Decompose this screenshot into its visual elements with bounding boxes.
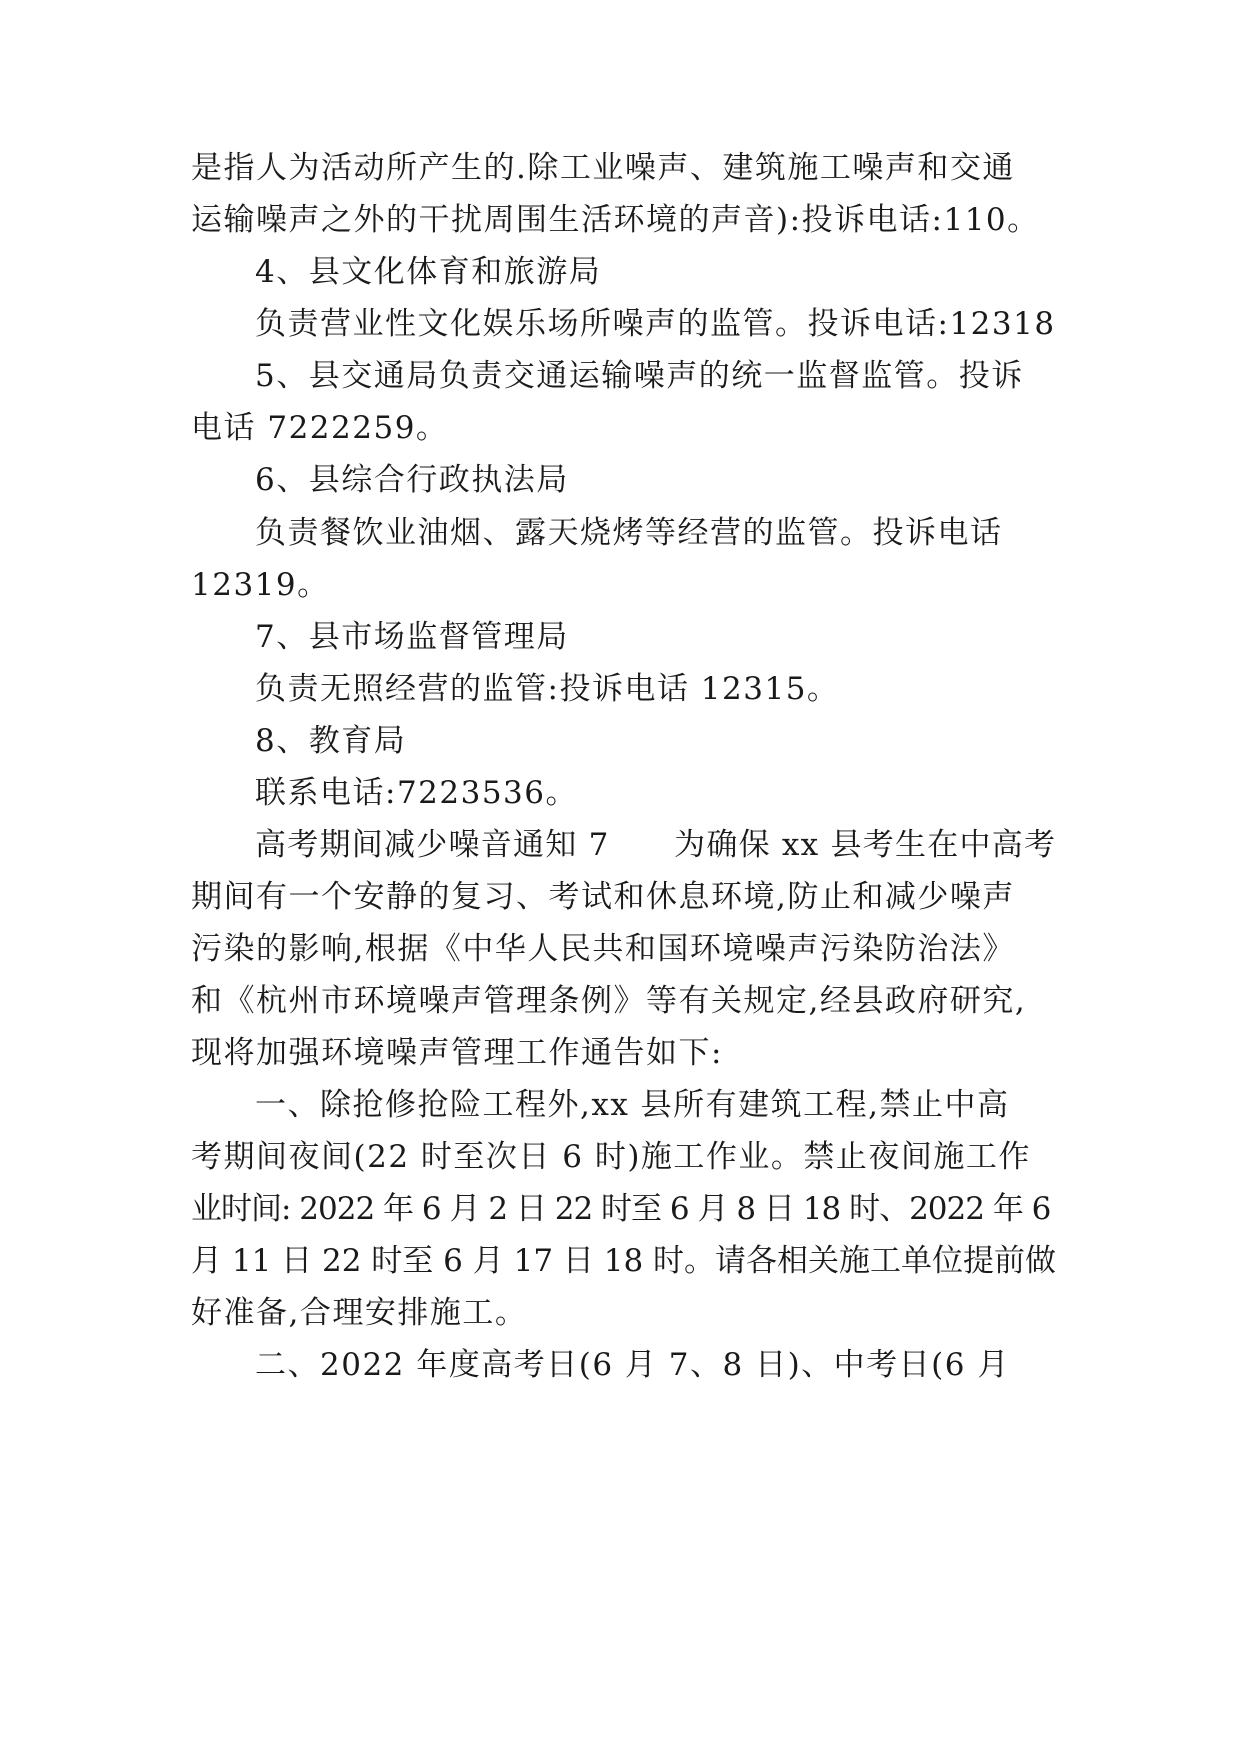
text-line: 现将加强环境噪声管理工作通告如下:	[191, 1035, 723, 1071]
text-line: 5、县交通局负责交通运输噪声的统一监督监管。投诉	[255, 358, 1024, 394]
text-line: 8、教育局	[255, 723, 407, 759]
text-line: 负责营业性文化娱乐场所噪声的监管。投诉电话:12318	[255, 306, 1056, 342]
text-line: 一、除抢修抢险工程外,xx 县所有建筑工程,禁止中高	[255, 1087, 1010, 1123]
text-line: 12319。	[191, 567, 330, 603]
text-line: 负责无照经营的监管:投诉电话 12315。	[255, 671, 840, 707]
text-line: 联系电话:7223536。	[255, 775, 579, 811]
text-line: 是指人为活动所产生的.除工业噪声、建筑施工噪声和交通	[191, 150, 1015, 186]
text-line: 期间有一个安静的复习、考试和休息环境,防止和减少噪声	[191, 879, 1015, 915]
text-line: 月 11 日 22 时至 6 月 17 日 18 时。请各相关施工单位提前做	[191, 1243, 1057, 1279]
text-line: 考期间夜间(22 时至次日 6 时)施工作业。禁止夜间施工作	[191, 1139, 1031, 1175]
text-line: 好准备,合理安排施工。	[191, 1295, 528, 1331]
text-line: 污染的影响,根据《中华人民共和国环境噪声污染防治法》	[191, 931, 1015, 967]
text-line: 7、县市场监督管理局	[255, 619, 569, 655]
text-line: 高考期间减少噪音通知 7 为确保 xx 县考生在中高考	[255, 827, 1057, 863]
text-line: 业时间: 2022 年 6 月 2 日 22 时至 6 月 8 日 18 时、2022 年 6	[191, 1191, 1051, 1227]
text-line: 运输噪声之外的干扰周围生活环境的声音):投诉电话:110。	[191, 202, 1040, 238]
text-line: 负责餐饮业油烟、露天烧烤等经营的监管。投诉电话	[255, 515, 1003, 551]
text-line: 4、县文化体育和旅游局	[255, 254, 602, 290]
text-line: 和《杭州市环境噪声管理条例》等有关规定,经县政府研究,	[191, 983, 1027, 1019]
text-line: 6、县综合行政执法局	[255, 462, 569, 498]
text-line: 二、2022 年度高考日(6 月 7、8 日)、中考日(6 月	[255, 1347, 1010, 1383]
text-line: 电话 7222259。	[191, 410, 449, 446]
